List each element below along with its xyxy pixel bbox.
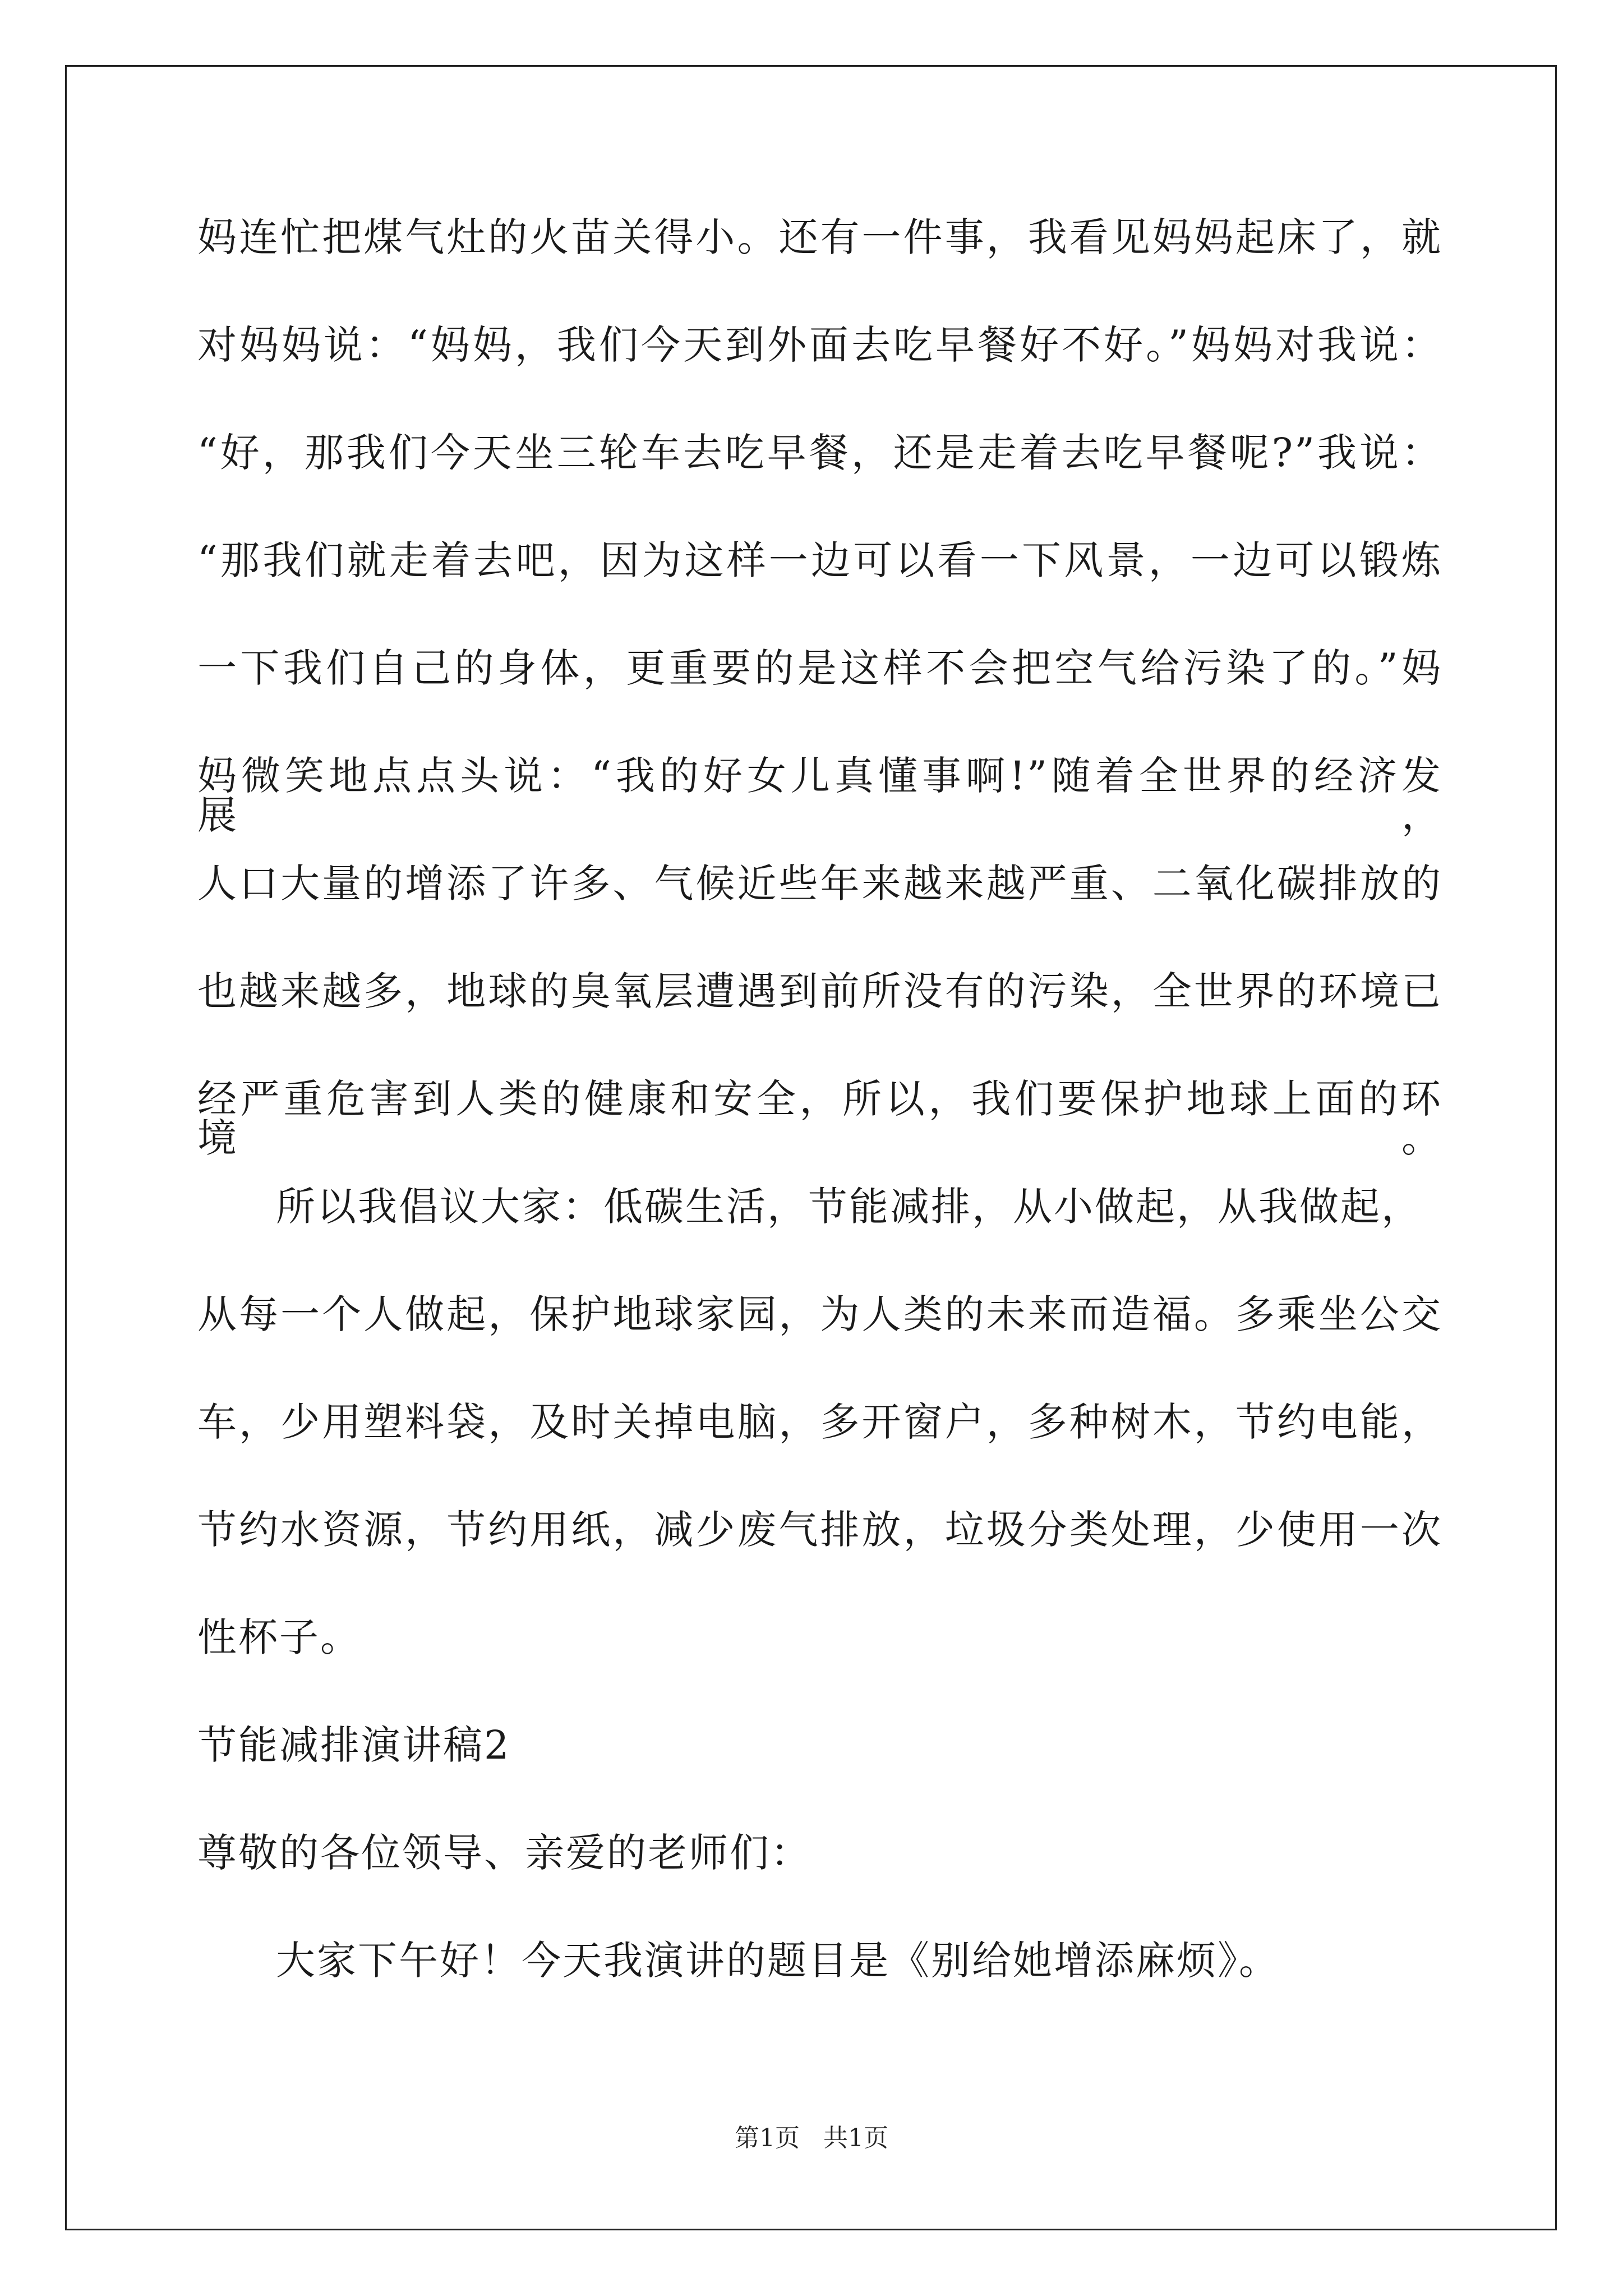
paragraph-1 <box>197 214 1442 1161</box>
section-title: 节能减排演讲稿2 <box>197 1722 511 1768</box>
text-line: 妈微笑地点点头说：“我的好女儿真懂事啊!”随着全世界的经济发展， <box>197 753 1442 838</box>
text-line: “好，那我们今天坐三轮车去吃早餐，还是走着去吃早餐呢?”我说： <box>197 430 1442 476</box>
text-line: 节约水资源，节约用纸，减少废气排放，垃圾分类处理，少使用一次 <box>197 1507 1442 1553</box>
text-line: “那我们就走着去吧，因为这样一边可以看一下风景，一边可以锻炼 <box>197 537 1442 583</box>
text-line: 人口大量的增添了许多、气候近些年来越来越严重、二氧化碳排放的 <box>197 861 1442 907</box>
text-line: 所以我倡议大家：低碳生活，节能减排，从小做起，从我做起， <box>276 1184 1422 1230</box>
text-line: 经严重危害到人类的健康和安全，所以，我们要保护地球上面的环境。 <box>197 1076 1442 1161</box>
text-line: 对妈妈说：“妈妈，我们今天到外面去吃早餐好不好。”妈妈对我说： <box>197 322 1442 368</box>
page-total: 共1页 <box>823 2124 888 2152</box>
text-line: 也越来越多，地球的臭氧层遭遇到前所没有的污染，全世界的环境已 <box>197 968 1442 1014</box>
text-line: 车，少用塑料袋，及时关掉电脑，多开窗户，多种树木，节约电能， <box>197 1399 1442 1445</box>
document-body <box>197 214 1442 2049</box>
text-line: 妈连忙把煤气灶的火苗关得小。还有一件事，我看见妈妈起床了，就 <box>197 214 1442 260</box>
text-line: 从每一个人做起，保护地球家园，为人类的未来而造福。多乘坐公交 <box>197 1291 1442 1337</box>
page-number: 第1页 <box>735 2124 800 2152</box>
page-footer <box>0 2126 1623 2151</box>
text-line: 性杯子。 <box>197 1614 361 1660</box>
paragraph-2 <box>197 1184 1442 1660</box>
salutation: 尊敬的各位领导、亲爱的老师们： <box>197 1830 811 1876</box>
opening-line: 大家下午好！今天我演讲的题目是《别给她增添麻烦》。 <box>276 1938 1280 1984</box>
text-line: 一下我们自己的身体，更重要的是这样不会把空气给污染了的。”妈 <box>197 645 1442 691</box>
